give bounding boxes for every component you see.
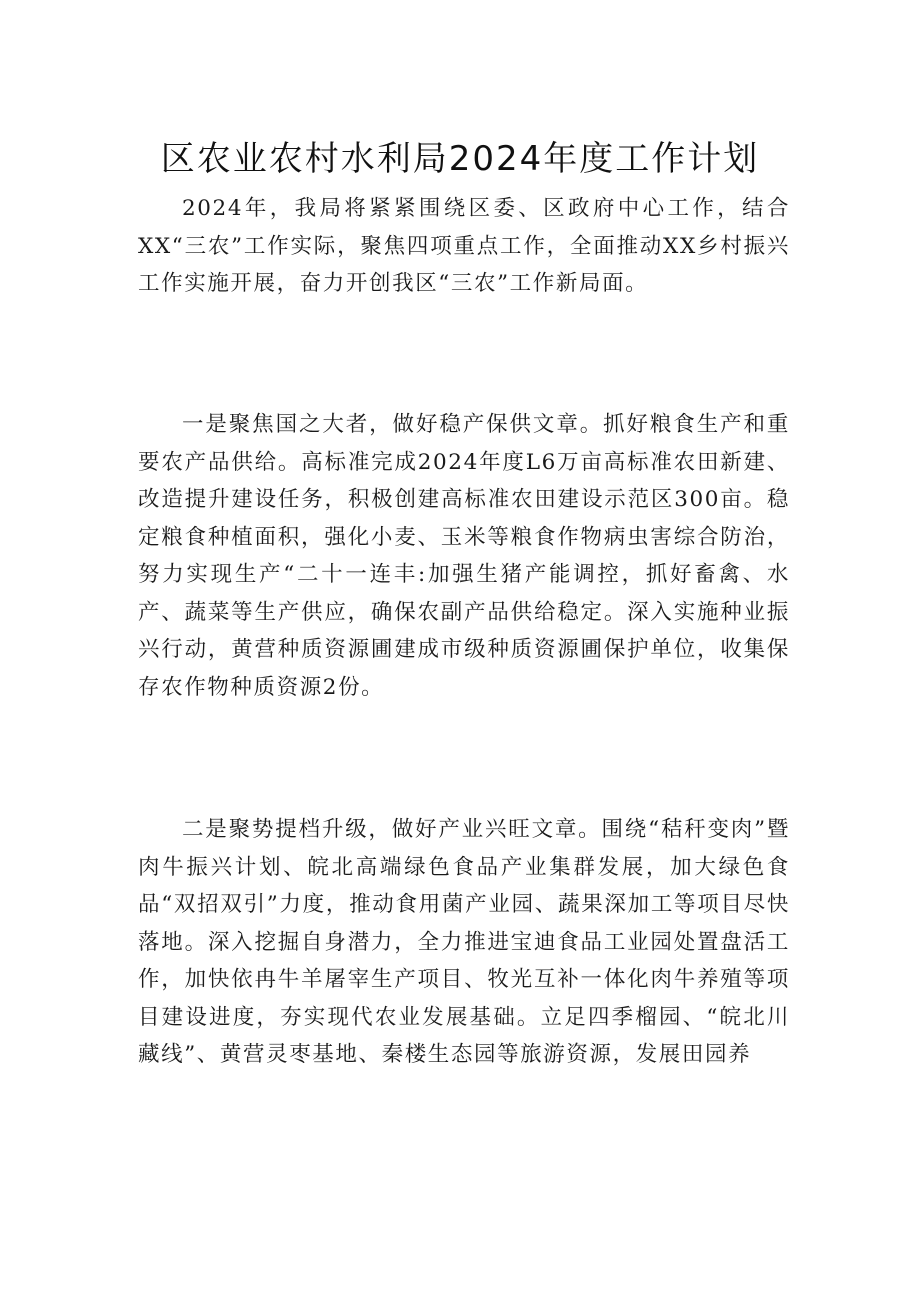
- document-title: 区农业农村水利局2024年度工作计划: [160, 139, 760, 179]
- paragraph-intro: 2024年，我局将紧紧围绕区委、区政府中心工作，结合XX“三农”工作实际，聚焦四项重点工作，全面推动XX乡村振兴工作实施开展，奋力开创我区“三农”工作新局面。: [138, 196, 790, 296]
- paragraph-section-two: 二是聚势提档升级，做好产业兴旺文章。围绕“秸秆变肉”暨肉牛振兴计划、皖北高端绿色食品产业集群发展，加大绿色食品“双招双引”力度，推动食用菌产业园、蔬果深加工等项目尽快落地。深入挖掘自身潜力，全力推进宝迪食品工业园处置盘活工作，加快依冉牛羊屠宰生产项目、牧光互补一体化肉牛养殖等项目建设进度，夯实现代农业发展基础。立足四季榴园、“皖北川藏线”、黄营灵枣基地、秦楼生态园等旅游资源，发展田园养: [138, 817, 790, 1067]
- paragraph-section-one: 一是聚焦国之大者，做好稳产保供文章。抓好粮食生产和重要农产品供给。高标准完成2024年度L6万亩高标准农田新建、改造提升建设任务，积极创建高标准农田建设示范区300亩。稳定粮食种植面积，强化小麦、玉米等粮食作物病虫害综合防治，努力实现生产“二十一连丰:加强生猪产能调控，抓好畜禽、水产、蔬菜等生产供应，确保农副产品供给稳定。深入实施种业振兴行动，黄营种质资源圃建成市级种质资源圃保护单位，收集保存农作物种质资源2份。: [138, 412, 790, 700]
